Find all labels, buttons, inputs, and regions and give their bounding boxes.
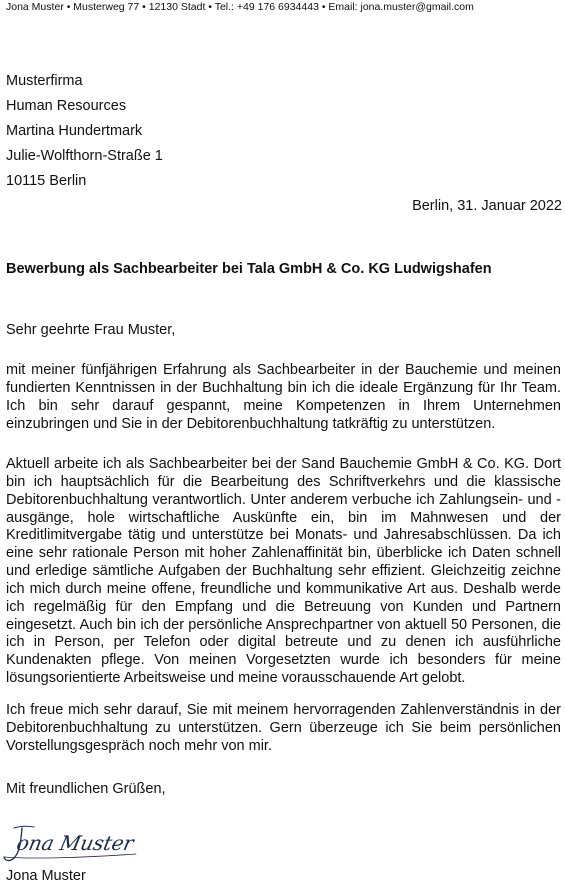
handwritten-signature (0, 820, 150, 866)
recipient-address-block (6, 69, 406, 194)
closing-phrase: Mit freundlichen Grüßen, (6, 781, 166, 797)
body-paragraph-3: Ich freue mich sehr darauf, Sie mit meinem hervorragenden Zahlenverständnis in der Debitorenbuchhaltung zu unterstützen. Gern überzeuge ich Sie beim persönlichen Vorstellungsgespräch noch mehr von mir. (6, 702, 561, 754)
signer-name: Jona Muster (6, 868, 86, 884)
recipient-company: Musterfirma (6, 73, 83, 89)
salutation: Sehr geehrte Frau Muster, (6, 322, 176, 338)
recipient-contact: Martina Hundertmark (6, 123, 143, 139)
recipient-street: Julie-Wolfthorn-Straße 1 (6, 148, 163, 164)
body-paragraph-1: mit meiner fünfjährigen Erfahrung als Sachbearbeiter in der Bauchemie und meinen fundierten Kenntnissen in der Buchhaltung bin ich die ideale Ergänzung für Ihr Team. Ich bin sehr darauf gespannt, meine Kompetenzen in Ihrem Unternehmen einzubringen und Sie in der Debitorenbuchhaltung tatkräftig zu unterstützen. (6, 362, 561, 432)
sender-address-line: Jona Muster • Musterweg 77 • 12130 Stadt • Tel.: +49 176 6934443 • Email: jona.muster@gmail.com (6, 1, 474, 13)
recipient-city: 10115 Berlin (6, 173, 87, 189)
body-paragraph-2: Aktuell arbeite ich als Sachbearbeiter bei der Sand Bauchemie GmbH & Co. KG. Dort bin ich hauptsächlich für die Bearbeitung des Schriftverkehrs und die klassische Debitorenbuchhaltung verantwortlich. Unter anderem verbuche ich Zahlungsein- und -ausgänge, hole wirtschaftliche Auskünfte ein, bin im Mahnwesen und der Kreditlimitvergabe tätig und unterstütze bei Monats- und Jahresabschlüssen. Da ich eine sehr rationale Person mit hoher Zahlenaffinität bin, überblicke ich Daten schnell und erledige sämtliche Aufgaben der Buchhaltung sehr effizient. Gleichzeitig zeichne ich mich durch meine offene, freundliche und kommunikative Art aus. Deshalb werde ich regelmäßig für den Empfang und die Betreuung von Kunden und Partnern eingesetzt. Auch bin ich der persönliche Ansprechpartner von aktuell 50 Personen, die ich in Person, per Telefon oder digital betreute und zu denen ich ausführliche Kundenakten pflege. Von meinen Vorgesetzten wurde ich besonders für meine lösungsorientierte Arbeitsweise und meine vorausschauende Art gelobt. (6, 456, 561, 687)
recipient-department: Human Resources (6, 98, 127, 114)
letter-subject: Bewerbung als Sachbearbeiter bei Tala GmbH & Co. KG Ludwigshafen (6, 261, 492, 277)
svg-text:ona Muster: ona Muster (14, 831, 136, 855)
letter-date: Berlin, 31. Januar 2022 (412, 198, 562, 214)
